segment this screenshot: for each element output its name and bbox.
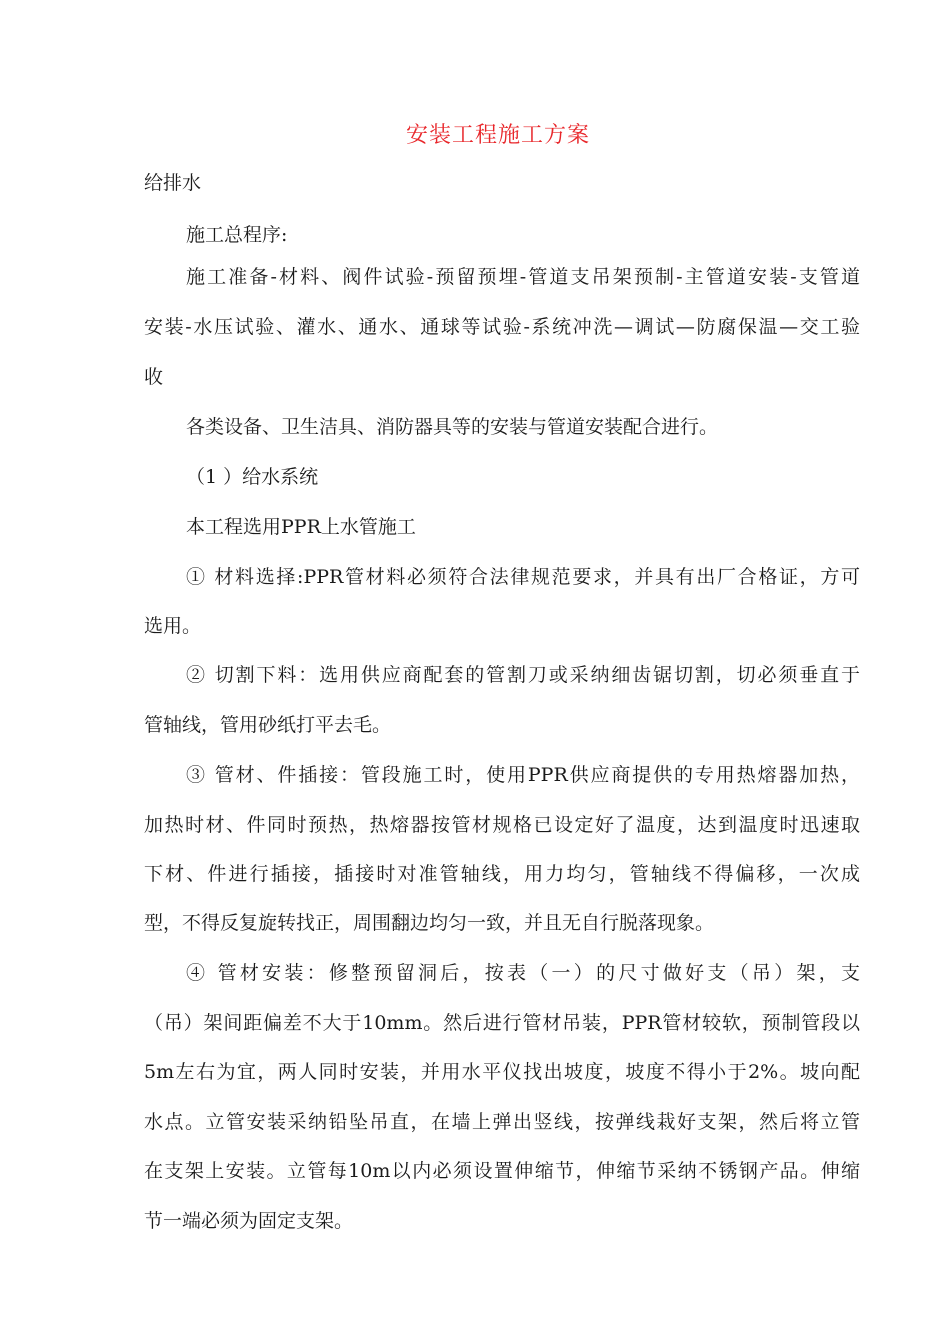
program-line-1: 施工准备-材料、阀件试验-预留预埋-管道支吊架预制-主管道安装-支管道 (186, 266, 860, 288)
section-heading: 给排水 (144, 172, 202, 194)
intro-paragraph: 本工程选用PPR上水管施工 (186, 516, 416, 538)
program-line-2: 安装-水压试验、灌水、通水、通球等试验-系统冲洗—调试—防腐保温—交工验 (144, 316, 860, 338)
document-title: 安装工程施工方案 (405, 123, 590, 148)
item3-line-3: 下材、件进行插接，插接时对准管轴线，用力均匀，管轴线不得偏移，一次成 (144, 863, 860, 885)
item4-line-3: 5m左右为宜，两人同时安装，并用水平仪找出坡度，坡度不得小于2%。坡向配 (144, 1061, 860, 1083)
program-label: 施工总程序: (186, 224, 288, 246)
item4-line-6: 节一端必须为固定支架。 (144, 1210, 354, 1232)
item1-line-1: ① 材料选择:PPR管材料必须符合法律规范要求，并具有出厂合格证，方可 (186, 566, 860, 588)
item2-line-1: ② 切割下料：选用供应商配套的管割刀或采纳细齿锯切割，切必须垂直于 (186, 664, 860, 686)
item3-line-2: 加热时材、件同时预热，热熔器按管材规格已设定好了温度，达到温度时迅速取 (144, 814, 860, 836)
subsection-heading: （1 ）给水系统 (186, 466, 319, 488)
item2-line-2: 管轴线，管用砂纸打平去毛。 (144, 714, 392, 736)
item3-line-1: ③ 管材、件插接：管段施工时，使用PPR供应商提供的专用热熔器加热， (186, 764, 860, 786)
item4-line-1: ④ 管材安装：修整预留洞后，按表（一）的尺寸做好支（吊）架，支 (186, 962, 860, 984)
item1-line-2: 选用。 (144, 615, 202, 637)
program-line-3: 收 (144, 366, 164, 388)
item4-line-2: （吊）架间距偏差不大于10mm。然后进行管材吊装，PPR管材较软，预制管段以 (144, 1012, 860, 1034)
item4-line-4: 水点。立管安装采纳铅坠吊直，在墙上弹出竖线，按弹线栽好支架，然后将立管 (144, 1111, 860, 1133)
item4-line-5: 在支架上安装。立管每10m以内必须设置伸缩节，伸缩节采纳不锈钢产品。伸缩 (144, 1160, 860, 1182)
coordination-paragraph: 各类设备、卫生洁具、消防器具等的安装与管道安装配合进行。 (186, 416, 719, 438)
item3-line-4: 型，不得反复旋转找正，周围翻边均匀一致，并且无自行脱落现象。 (144, 912, 715, 934)
